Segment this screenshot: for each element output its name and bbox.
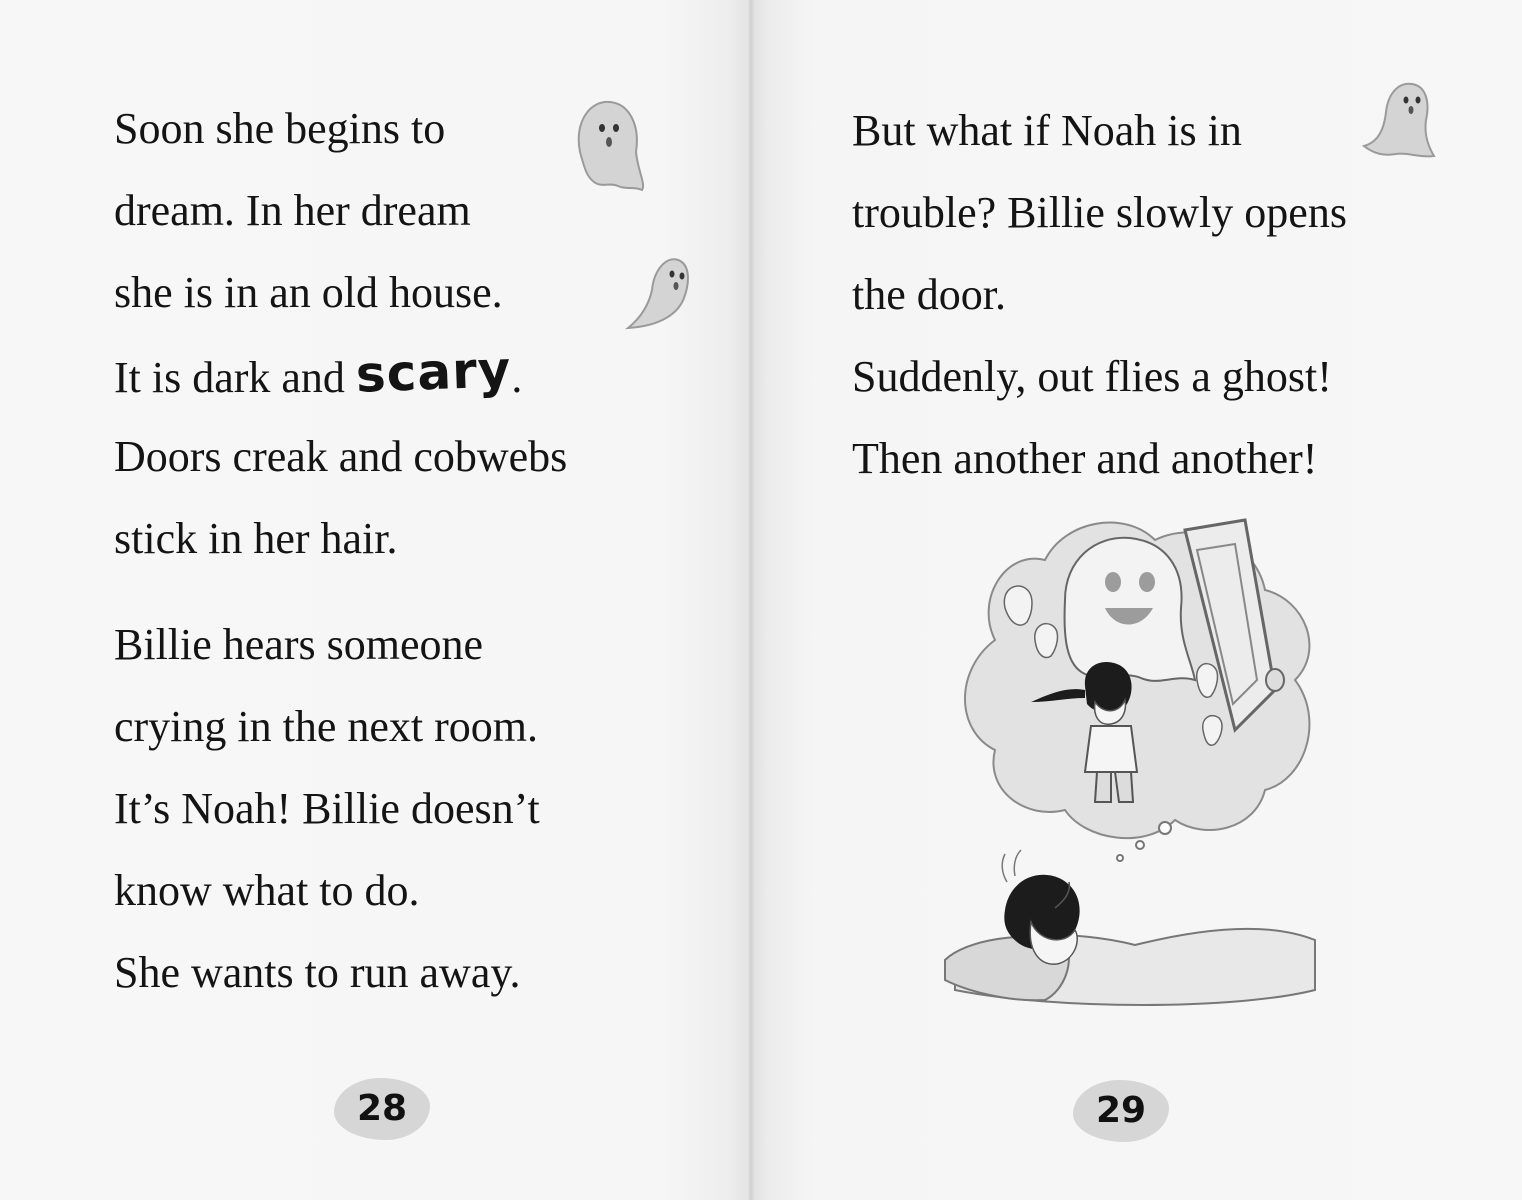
right-page-text <box>852 90 1347 500</box>
paragraph-gap <box>114 580 567 604</box>
page-number-badge <box>334 1078 430 1140</box>
text-line: She wants to run away. <box>114 948 521 997</box>
text-fragment: It is dark and <box>114 353 356 402</box>
text-line-scary <box>114 334 567 416</box>
page-number-badge <box>1073 1080 1169 1142</box>
text-line: dream. In her dream <box>114 186 471 235</box>
text-line: stick in her hair. <box>114 514 398 563</box>
ghost-icon <box>618 250 694 334</box>
left-page-text <box>114 88 567 1014</box>
ghost-icon <box>560 92 650 198</box>
ghost-icon <box>1360 76 1436 166</box>
book-gutter <box>747 0 755 1200</box>
text-line: crying in the next room. <box>114 702 539 751</box>
text-line: Soon she begins to <box>114 104 446 153</box>
text-line: she is in an old house. <box>114 268 503 317</box>
text-line: Billie hears someone <box>114 620 484 669</box>
text-line: the door. <box>852 270 1006 319</box>
dream-illustration <box>935 490 1325 1050</box>
text-fragment: . <box>511 353 523 402</box>
page-number: 29 <box>1095 1090 1147 1131</box>
text-line: know what to do. <box>114 866 420 915</box>
text-line: Then another and another! <box>852 434 1318 483</box>
page-number: 28 <box>356 1088 408 1129</box>
text-line: trouble? Billie slowly opens <box>852 188 1347 237</box>
scary-emphasis-word: scary <box>354 340 513 404</box>
text-line: But what if Noah is in <box>852 106 1242 155</box>
text-line: Suddenly, out flies a ghost! <box>852 352 1332 401</box>
text-line: Doors creak and cobwebs <box>114 432 568 481</box>
text-line: It’s Noah! Billie doesn’t <box>114 784 540 833</box>
